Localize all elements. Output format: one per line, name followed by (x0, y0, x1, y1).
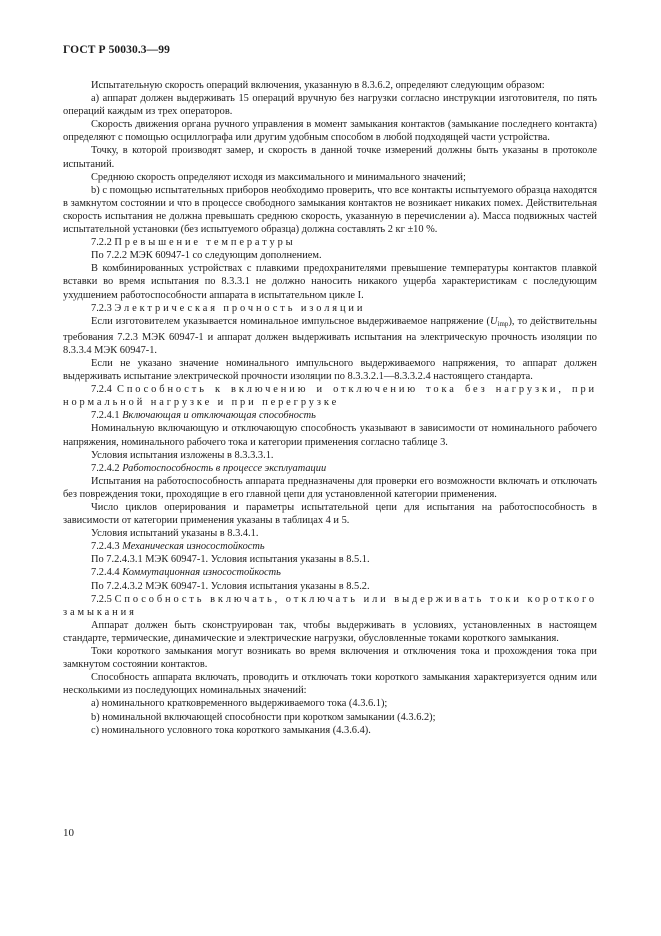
section-number: 7.2.2 (91, 237, 112, 249)
paragraph: а) аппарат должен выдерживать 15 операций вручную без нагрузки согласно инструкции изготовителя, по пять операций каждым из трех операторов. (63, 93, 597, 118)
paragraph: b) с помощью испытательных приборов необходимо проверить, что все контакты испытуемого образца находятся в замкнутом состоянии и что в процессе свободного замыкания контактов не возникает никаких помех. Действительная скорость испытания не должна превышать среднюю скорость, указанную в перечислении а). Масса подвижных частей испытательной установки (без испытуемого образца) должна составлять 2 кг ±10 %. (63, 184, 597, 236)
paragraph: Скорость движения органа ручного управления в момент замыкания контактов (замыкание последнего контакта) определяют с помощью осциллографа или другим удобным способом в любой подходящей части устройства. (63, 119, 597, 144)
section-number: 7.2.4.2 (91, 462, 120, 474)
paragraph: Испытания на работоспособность аппарата предназначены для проверки его возможности включать и отключать без повреждения токи, проходящие в его главной цепи для установленной категории применения. (63, 475, 597, 500)
paragraph: Число циклов оперирования и параметры испытательной цепи для испытания на работоспособность в зависимости от категории применения указаны в таблицах 4 и 5. (63, 502, 597, 527)
paragraph: По 7.2.4.3.2 МЭК 60947-1. Условия испытания указаны в 8.5.2. (91, 580, 370, 592)
section-title: Способность включать, отключать или выдерживать токи короткого замыкания (63, 593, 597, 618)
paragraph: По 7.2.4.3.1 МЭК 60947-1. Условия испытания указаны в 8.5.1. (91, 554, 370, 566)
section-number: 7.2.4 (91, 384, 112, 396)
paragraph: В комбинированных устройствах с плавкими предохранителями превышение температуры контактов плавкой вставки во время испытания по 8.3.3.1 не должно наносить никакого ущерба характеристикам с последующим ухудшением работоспособности аппарата в испытательном цикле I. (63, 263, 597, 301)
section-heading-7-2-4-4 (63, 566, 597, 579)
section-title: Механическая износостойкость (122, 541, 265, 553)
page-number: 10 (63, 827, 74, 839)
section-title: Включающая и отключающая способность (122, 410, 316, 422)
paragraph (63, 315, 597, 357)
list-item: b) номинальной включающей способности при коротком замыкании (4.3.6.2); (91, 711, 436, 723)
section-title: Электрическая прочность изоляции (114, 302, 366, 314)
section-title: Работоспособность в процессе эксплуатации (122, 462, 327, 474)
paragraph: Способность аппарата включать, проводить и отключать токи короткого замыкания характеризуется одним или несколькими из последующих номинальных значений: (63, 672, 597, 697)
section-title: Коммутационная износостойкость (122, 567, 281, 579)
text-run: ), то действительны требования 7.2.3 МЭК 60947-1 и аппарат должен выдерживать испытания на электрическую прочность изоляции по 8.3.3.4 МЭК 60947-1. (63, 315, 597, 356)
paragraph: Условия испытания изложены в 8.3.3.3.1. (91, 449, 274, 461)
text-run: Если изготовителем указывается номинальное импульсное выдерживаемое напряжение ( (91, 315, 491, 327)
section-heading-7-2-4-2 (63, 462, 597, 475)
section-number: 7.2.4.4 (91, 567, 120, 579)
section-heading-7-2-2 (63, 236, 597, 249)
section-title: Способность к включению и отключению тока без нагрузки, при нормальной нагрузке и при перегрузке (63, 384, 597, 409)
paragraph: Токи короткого замыкания могут возникать во время включения и отключения тока и прохождения тока при замкнутом состоянии контактов. (63, 646, 597, 671)
section-number: 7.2.3 (91, 302, 112, 314)
subscript: imp (497, 319, 509, 328)
paragraph: Условия испытаний указаны в 8.3.4.1. (91, 528, 259, 540)
section-number: 7.2.4.1 (91, 410, 120, 422)
section-title: Превышение температуры (114, 237, 296, 249)
section-heading-7-2-4-1 (63, 409, 597, 422)
symbol-u: U (490, 315, 498, 327)
paragraph: Среднюю скорость определяют исходя из максимального и минимального значений; (91, 171, 466, 183)
paragraph: Точку, в которой производят замер, и скорость в данной точке измерений должны быть указаны в протоколе испытаний. (63, 145, 597, 170)
document-body (63, 79, 597, 737)
paragraph: По 7.2.2 МЭК 60947-1 со следующим дополнением. (91, 250, 322, 262)
section-number: 7.2.4.3 (91, 541, 120, 553)
paragraph: Аппарат должен быть сконструирован так, чтобы выдерживать в условиях, установленных в настоящем стандарте, термические, динамические и электрические нагрузки, обусловленные токами короткого замыкания. (63, 619, 597, 644)
list-item: c) номинального условного тока короткого замыкания (4.3.6.4). (91, 724, 371, 736)
section-number: 7.2.5 (91, 593, 112, 605)
paragraph: Испытательную скорость операций включения, указанную в 8.3.6.2, определяют следующим образом: (91, 80, 545, 91)
paragraph: Если не указано значение номинального импульсного выдерживаемого напряжения, то аппарат должен выдерживать испытание электрической прочности изоляции по 8.3.3.2.1—8.3.3.2.4 настоящего стандарта. (63, 357, 597, 383)
section-heading-7-2-4 (63, 383, 597, 409)
section-heading-7-2-4-3 (63, 540, 597, 553)
section-heading-7-2-5 (63, 593, 597, 619)
list-item: а) номинального кратковременного выдерживаемого тока (4.3.6.1); (91, 698, 388, 710)
paragraph: Номинальную включающую и отключающую способность указывают в зависимости от номинального рабочего напряжения, номинального рабочего тока и категории применения согласно таблице 3. (63, 423, 597, 448)
section-heading-7-2-3 (63, 302, 597, 315)
document-header: ГОСТ Р 50030.3—99 (63, 44, 170, 56)
